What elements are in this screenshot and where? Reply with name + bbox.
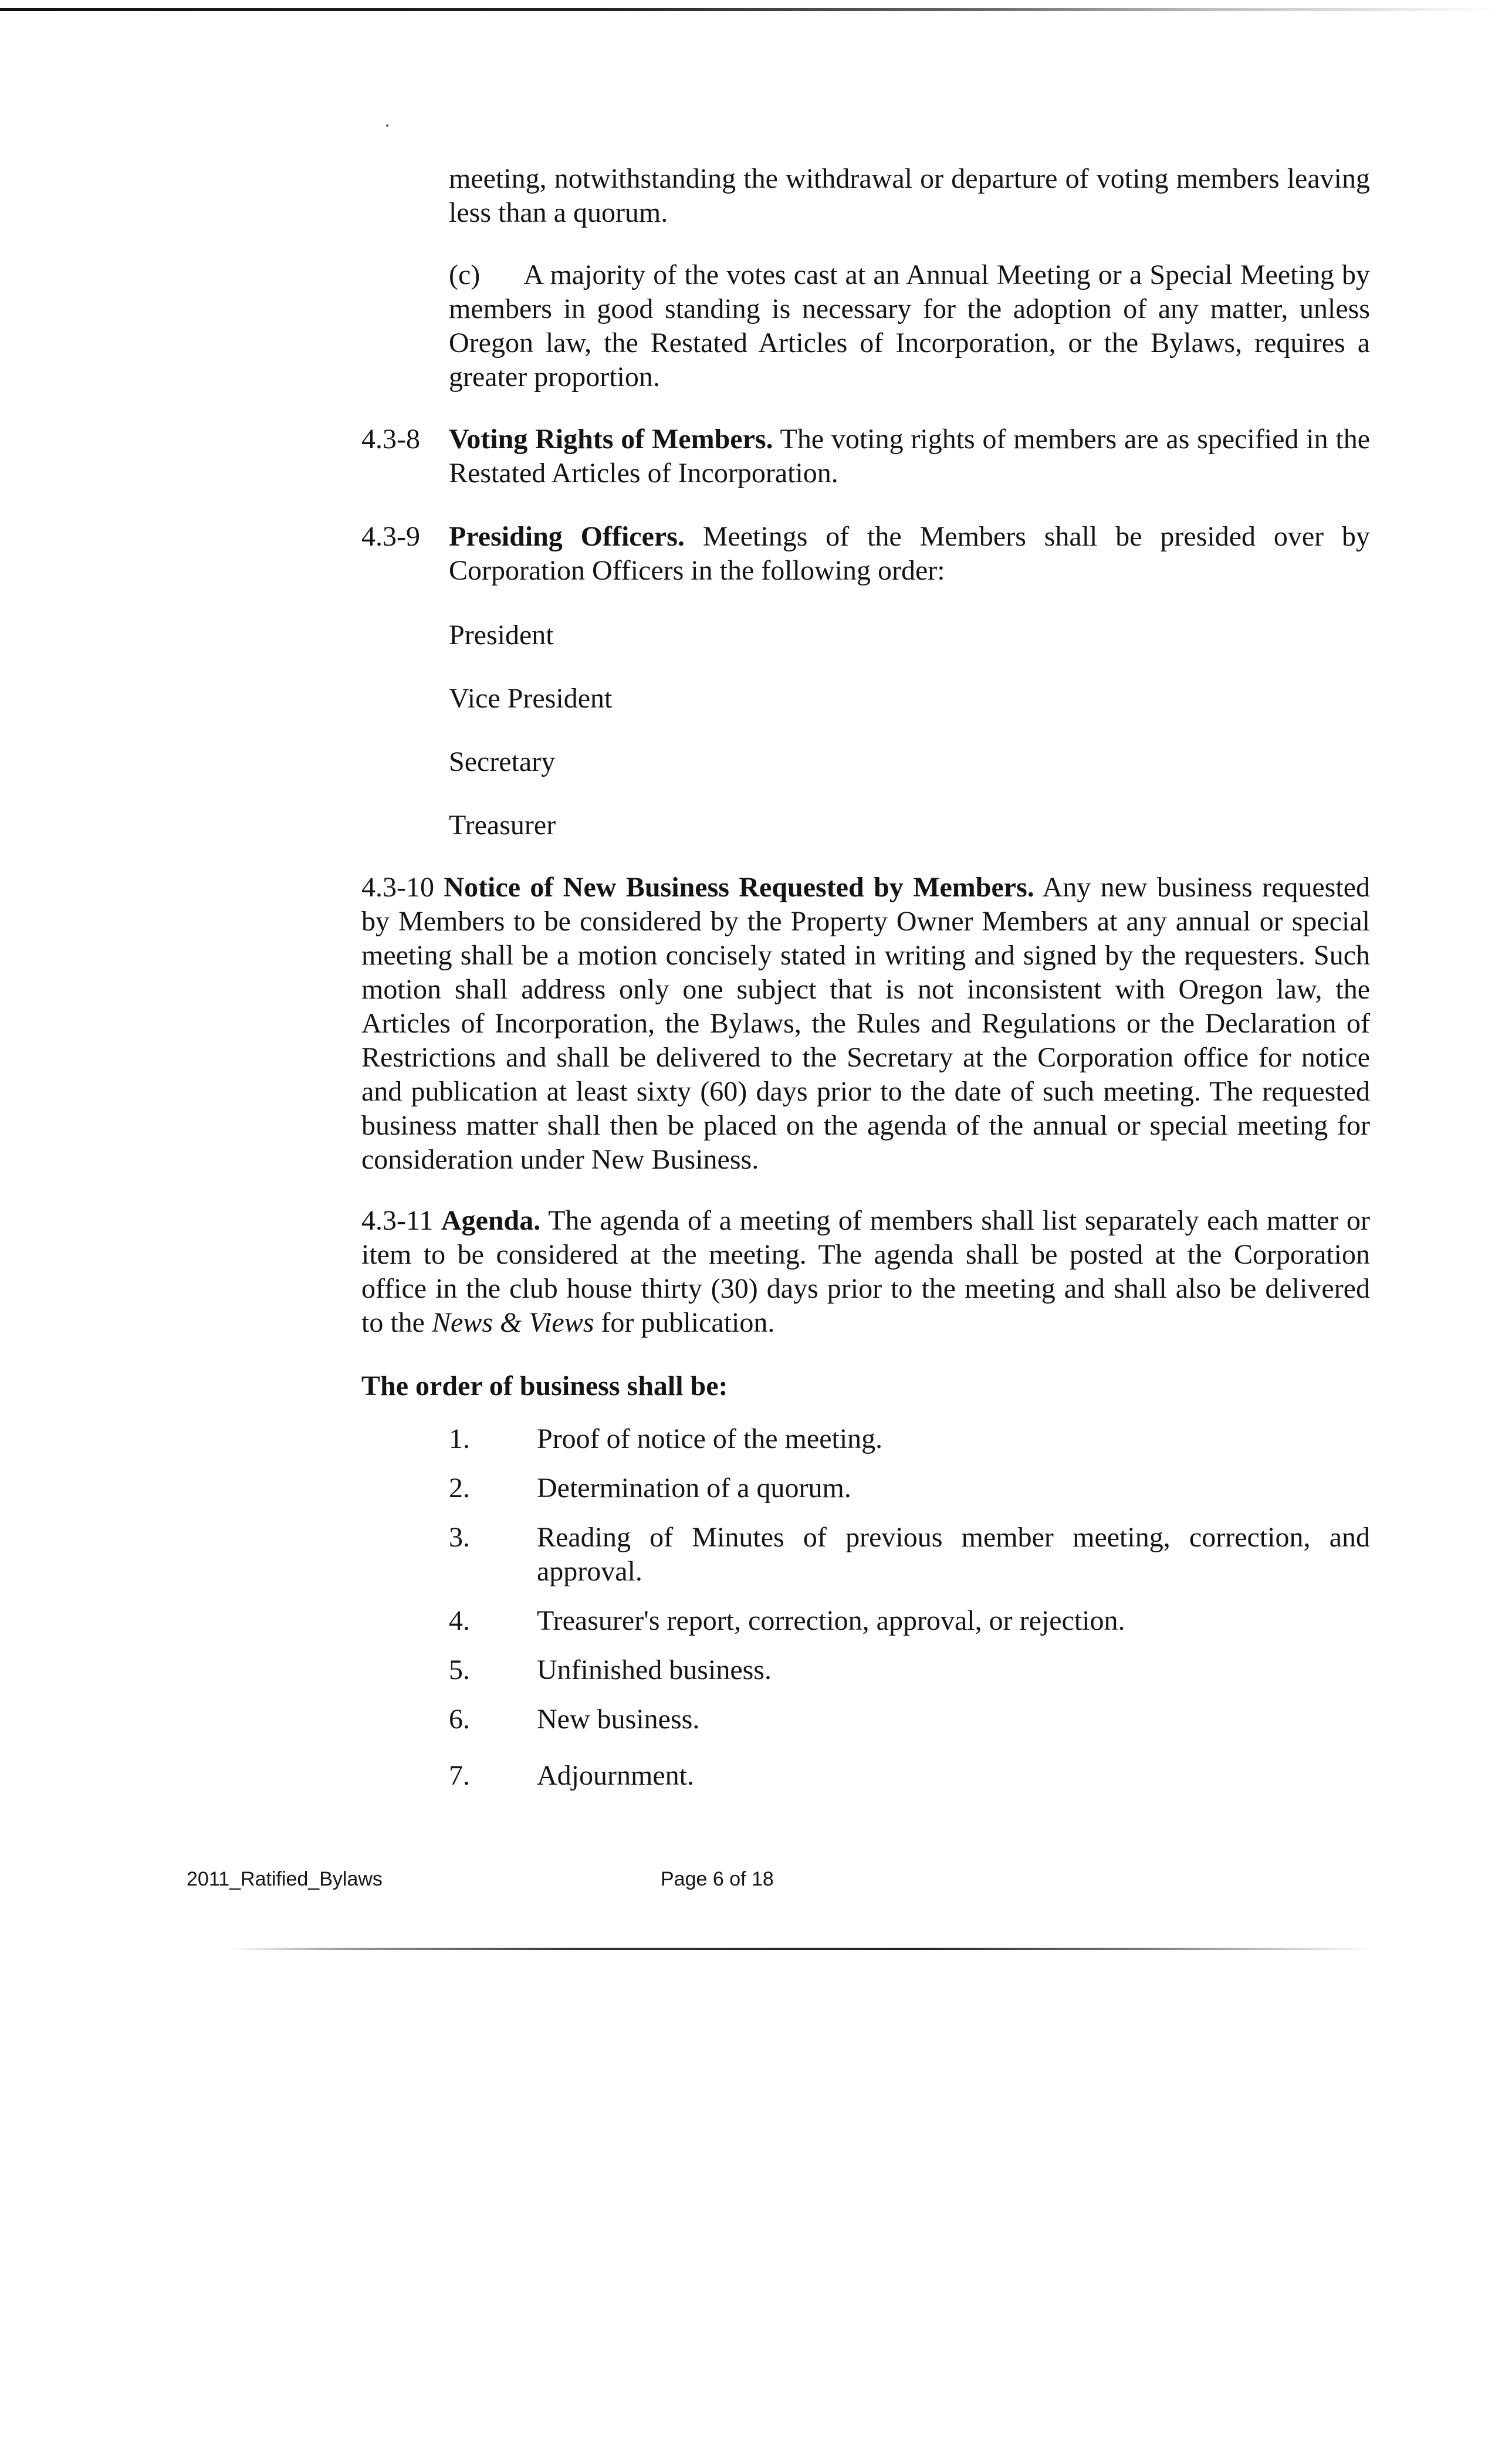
section-text: The agenda of a meeting of members shall list separately each matter or item to be considered at the meeting. The agenda shall be posted at the Corporation office in the club house thirty (30) days prior to the meeting and shall also be delivered to the (361, 1205, 1370, 1338)
list-item-text: New business. (537, 1704, 700, 1735)
publication-title: News & Views (431, 1307, 594, 1338)
section-4-3-10: 4.3-10 Notice of New Business Requested by Members. Any new business requested by Members to be considered by the Property Owner Members at any annual or special meeting shall be a motion concisely stated in writing and signed by the requesters. Such motion shall address only one subject that is not inconsistent with Oregon law, the Articles of Incorporation, the Bylaws, the Rules and Regulations or the Declaration of Restrictions and shall be delivered to the Secretary at the Corporation office for notice and publication at least sixty (60) days prior to the date of such meeting. The requested business matter shall then be placed on the agenda of the annual or special meeting for consideration under New Business. (361, 872, 1371, 1175)
paragraph-c-label: (c) (449, 259, 481, 290)
list-item-number: 4. (449, 1605, 470, 1636)
officer-vice-president: Vice President (449, 683, 613, 714)
list-item-number: 1. (449, 1423, 470, 1454)
section-heading: Voting Rights of Members (449, 424, 766, 455)
section-number-4-3-8: 4.3-8 (361, 424, 420, 455)
list-item-text: Treasurer's report, correction, approval, or rejection. (537, 1605, 1125, 1636)
footer-page-number: Page 6 of 18 (661, 1868, 774, 1890)
list-item-number: 6. (449, 1704, 470, 1735)
section-heading: Agenda (441, 1205, 534, 1236)
section-heading: Notice of New Business Requested by Members (444, 872, 1027, 903)
section-number-4-3-9: 4.3-9 (361, 521, 420, 552)
section-heading: Presiding Officers (449, 521, 678, 552)
list-item-text: Determination of a quorum. (537, 1473, 851, 1504)
officer-treasurer: Treasurer (449, 810, 556, 841)
section-4-3-11: 4.3-11 Agenda. The agenda of a meeting of members shall list separately each matter or item to be considered at the meeting. The agenda shall be posted at the Corporation office in the club house thirty (30) days prior to the meeting and shall also be delivered to the News & Views for publication. (361, 1205, 1370, 1338)
section-text-end: for publication. (601, 1307, 775, 1338)
section-4-3-9: Presiding Officers. Meetings of the Members shall be presided over by Corporation Officers in the following order: (449, 521, 1371, 586)
list-item-number: 3. (449, 1522, 470, 1553)
list-item-text: Proof of notice of the meeting. (537, 1423, 883, 1454)
section-text: The voting rights of members are as specified in the Restated Articles of Incorporation. (449, 424, 1371, 489)
scan-speck (386, 124, 388, 127)
footer-filename: 2011_Ratified_Bylaws (187, 1868, 383, 1890)
paragraph-c-text: A majority of the votes cast at an Annual Meeting or a Special Meeting by members in good standing is necessary for the adoption of any matter, unless Oregon law, the Restated Articles of Incorporation, or the Bylaws, requires a greater proportion. (449, 259, 1370, 392)
list-item-number: 2. (449, 1473, 470, 1504)
scan-edge-top (0, 8, 1502, 11)
list-item-text: Adjournment. (537, 1760, 694, 1791)
paragraph-c (449, 258, 1370, 394)
order-of-business-heading: The order of business shall be: (361, 1370, 728, 1402)
section-number: 4.3-10 (361, 872, 434, 903)
section-4-3-8: Voting Rights of Members. The voting rights of members are as specified in the Restated Articles of Incorporation. (449, 424, 1371, 489)
section-text: Any new business requested by Members to be considered by the Property Owner Members at any annual or special meeting shall be a motion concisely stated in writing and signed by the requesters. Such motion shall address only one subject that is not inconsistent with Oregon law, the Articles of Incorporation, the Bylaws, the Rules and Regulations or the Declaration of Restrictions and shall be delivered to the Secretary at the Corporation office for notice and publication at least sixty (60) days prior to the date of such meeting. The requested business matter shall then be placed on the agenda of the annual or special meeting for consideration under New Business. (361, 872, 1371, 1175)
scan-edge-bottom (229, 1948, 1373, 1950)
continuation-paragraph: meeting, notwithstanding the withdrawal or departure of voting members leaving less than a quorum. (449, 163, 1370, 228)
officer-secretary: Secretary (449, 746, 556, 777)
list-item-text: Unfinished business. (537, 1654, 772, 1685)
list-item-text: Reading of Minutes of previous member meeting, correction, and approval. (537, 1522, 1370, 1587)
list-item-number: 5. (449, 1654, 470, 1685)
list-item-number: 7. (449, 1760, 470, 1791)
section-text: Meetings of the Members shall be presided over by Corporation Officers in the following order: (449, 521, 1371, 586)
section-number: 4.3-11 (361, 1205, 434, 1236)
officer-president: President (449, 620, 554, 651)
